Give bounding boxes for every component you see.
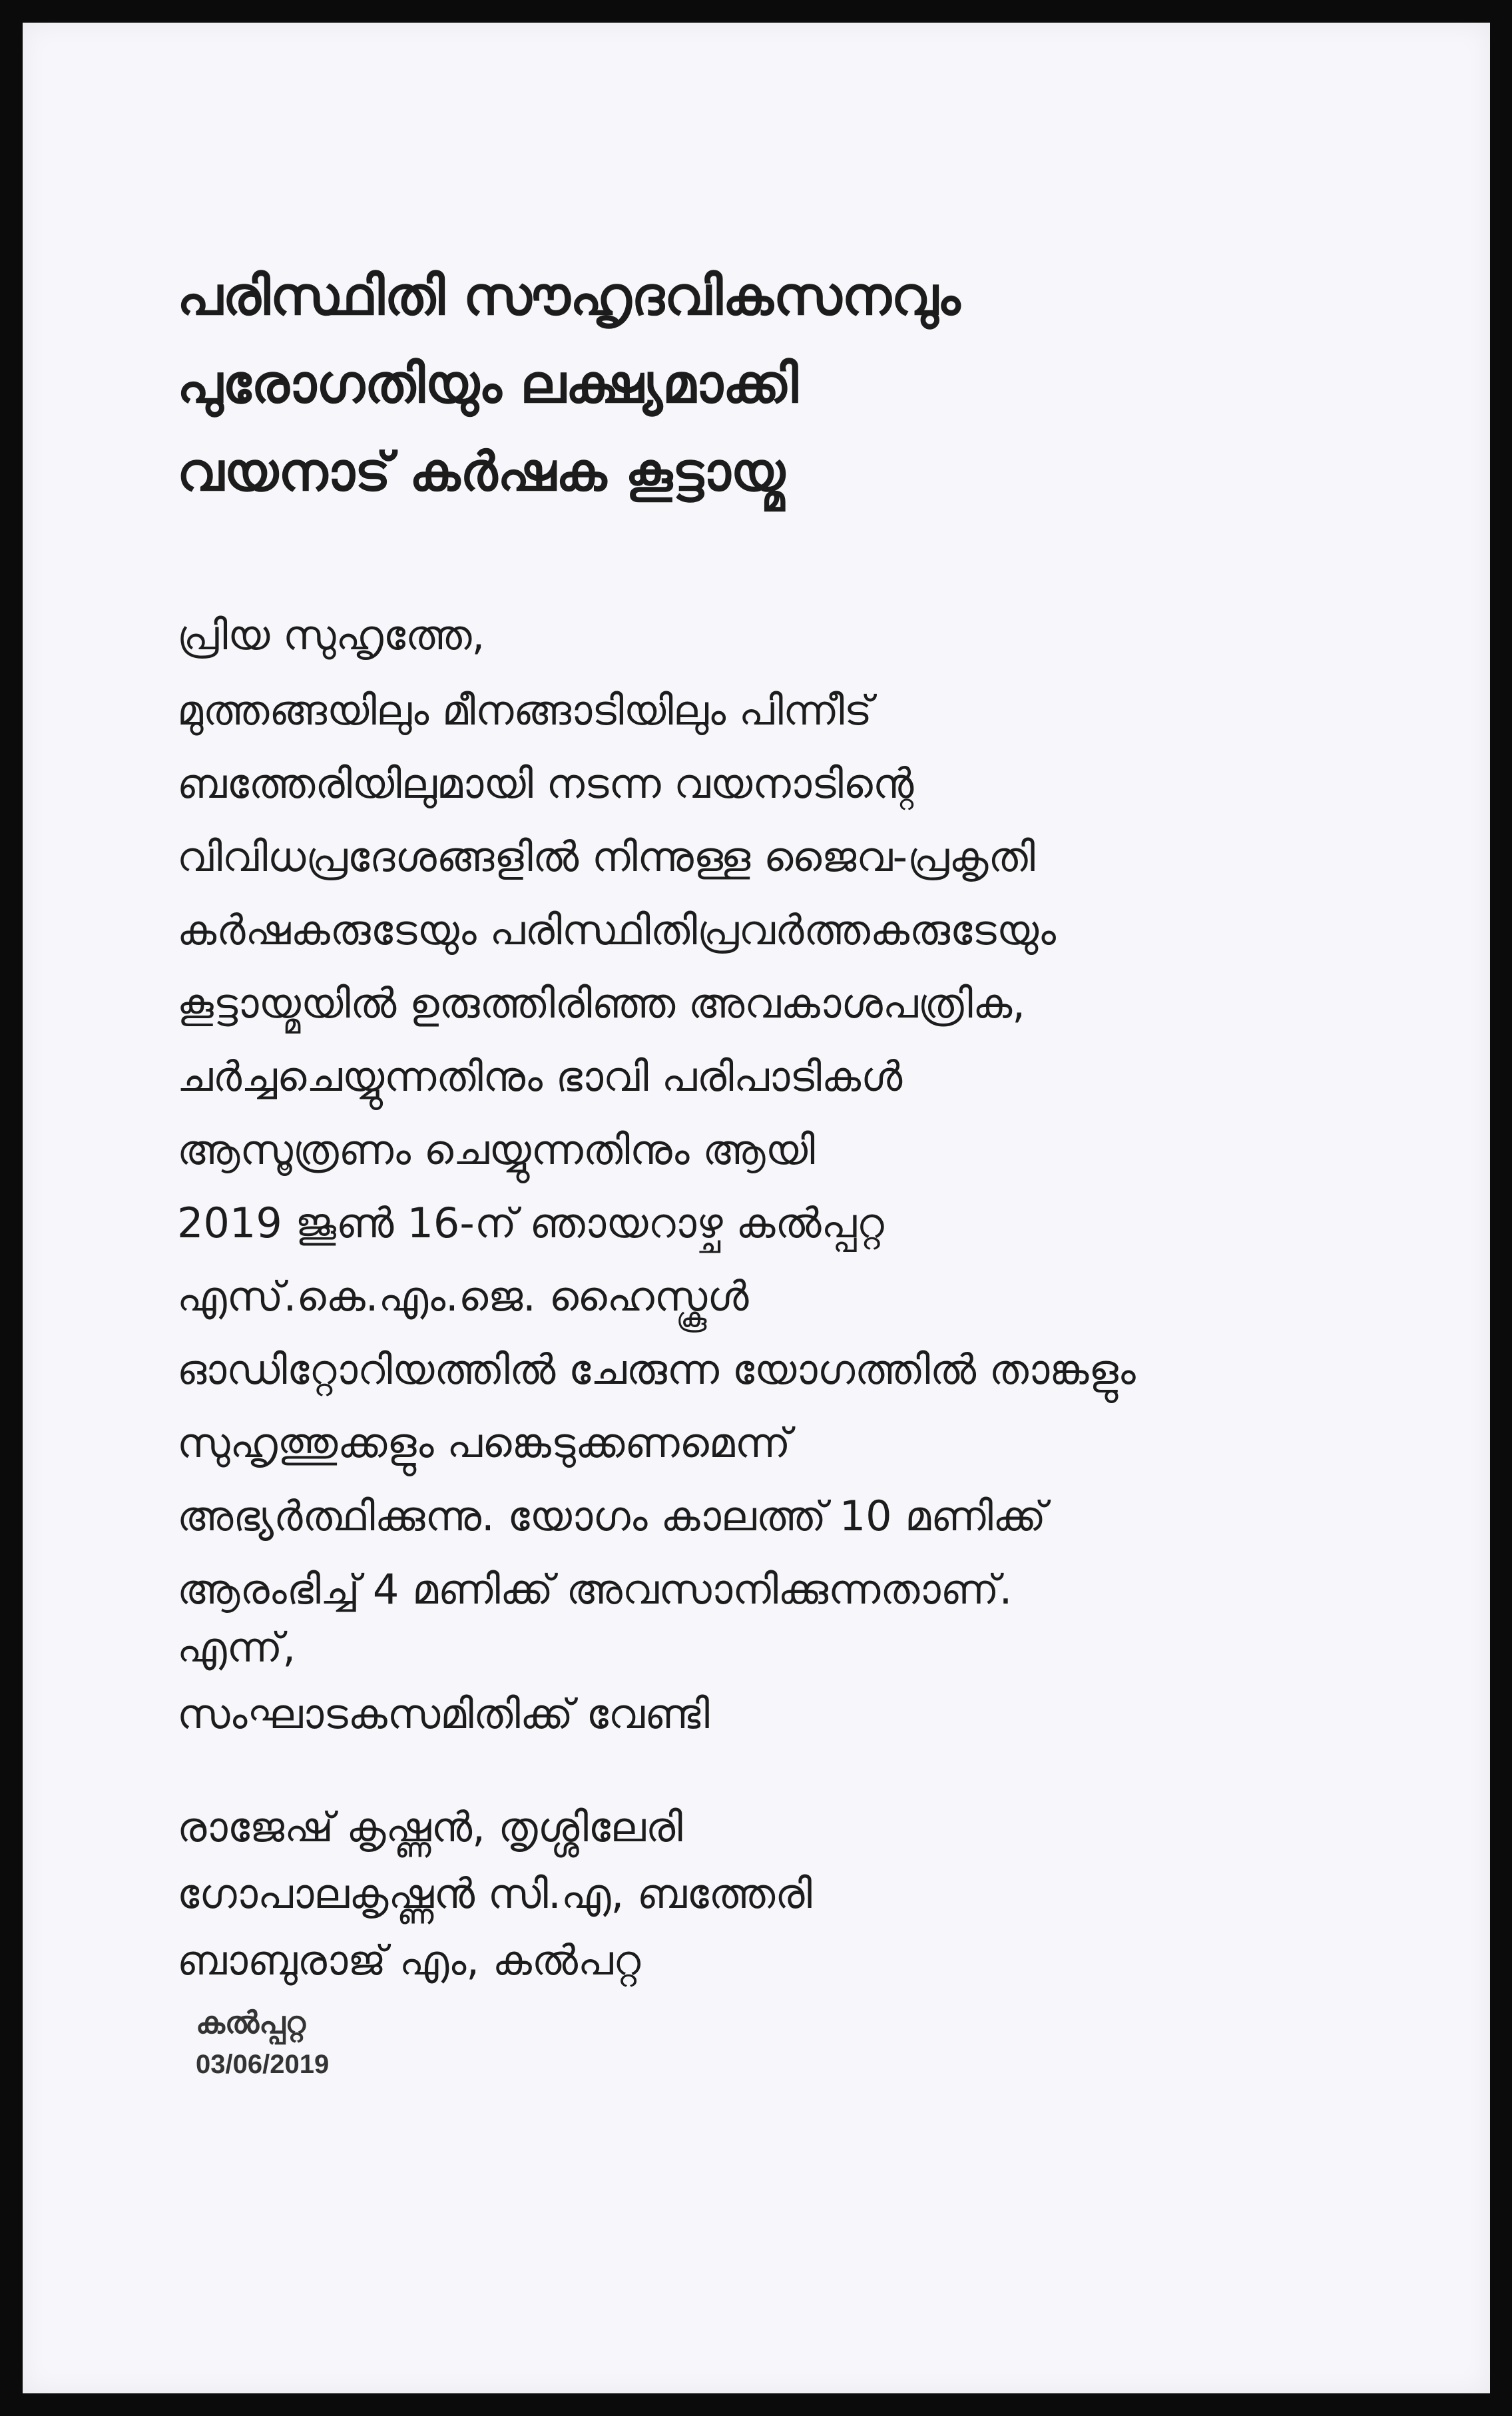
signatory: രാജേഷ് കൃഷ്ണൻ, തൃശ്ശിലേരി — [177, 1803, 683, 1851]
closing-line: എന്ന്, — [177, 1623, 296, 1671]
body-line: ബത്തേരിയിലുമായി നടന്ന വയനാടിന്റെ — [177, 759, 914, 808]
place-date — [196, 2000, 329, 2084]
leaflet-title — [177, 252, 1442, 516]
body-line: മുത്തങ്ങയിലും മീനങ്ങാടിയിലും പിന്നീട് — [177, 686, 873, 735]
body-line: ആരംഭിച്ച് 4 മണിക്ക് അവസാനിക്കുന്നതാണ്. — [177, 1565, 1013, 1614]
date: 03/06/2019 — [196, 2050, 330, 2079]
signatory: ബാബുരാജ് എം, കൽപറ്റ — [177, 1936, 641, 1984]
title-line: വയനാട് കർഷക കൂട്ടായ്മ — [177, 441, 786, 503]
salutation: പ്രിയ സുഹൃത്തേ, — [177, 611, 485, 659]
letter-closing — [177, 1614, 1442, 1747]
body-line: ചർച്ചചെയ്യുന്നതിനും ഭാവി പരിപാടികൾ — [177, 1052, 903, 1101]
signatory-list — [177, 1794, 1442, 1994]
body-line: എസ്.കെ.എം.ജെ. ഹൈസ്കൂൾ — [177, 1272, 749, 1321]
body-line: ഓഡിറ്റോറിയത്തിൽ ചേരുന്ന യോഗത്തിൽ താങ്കളും — [177, 1345, 1136, 1394]
place: കൽപ്പറ്റ — [196, 2004, 306, 2040]
body-line: 2019 ജൂൺ 16-ന് ഞായറാഴ്ച കൽപ്പറ്റ — [177, 1199, 884, 1247]
body-line: സുഹൃത്തുക്കളും പങ്കെടുക്കണമെന്ന് — [177, 1418, 791, 1467]
body-line: കൂട്ടായ്മയിൽ ഉരുത്തിരിഞ്ഞ അവകാശപത്രിക, — [177, 979, 1025, 1028]
title-line: പരിസ്ഥിതി സൗഹൃദവികസനവും — [177, 265, 961, 327]
signatory: ഗോപാലകൃഷ്ണൻ സി.എ, ബത്തേരി — [177, 1869, 812, 1918]
letter-body — [177, 674, 1442, 1626]
leaflet-page — [23, 23, 1490, 2393]
body-line: അഭ്യർത്ഥിക്കുന്നു. യോഗം കാലത്ത് 10 മണിക്ക് — [177, 1492, 1047, 1540]
body-line: വിവിധപ്രദേശങ്ങളിൽ നിന്നുള്ള ജൈവ-പ്രകൃതി — [177, 832, 1035, 881]
closing-line: സംഘാടകസമിതിക്ക് വേണ്ടി — [177, 1689, 710, 1738]
title-line: പുരോഗതിയും ലക്ഷ്യമാക്കി — [177, 353, 798, 415]
body-line: ആസൂത്രണം ചെയ്യുന്നതിനും ആയി — [177, 1125, 816, 1174]
body-line: കർഷകരുടേയും പരിസ്ഥിതിപ്രവർത്തകരുടേയും — [177, 906, 1057, 954]
